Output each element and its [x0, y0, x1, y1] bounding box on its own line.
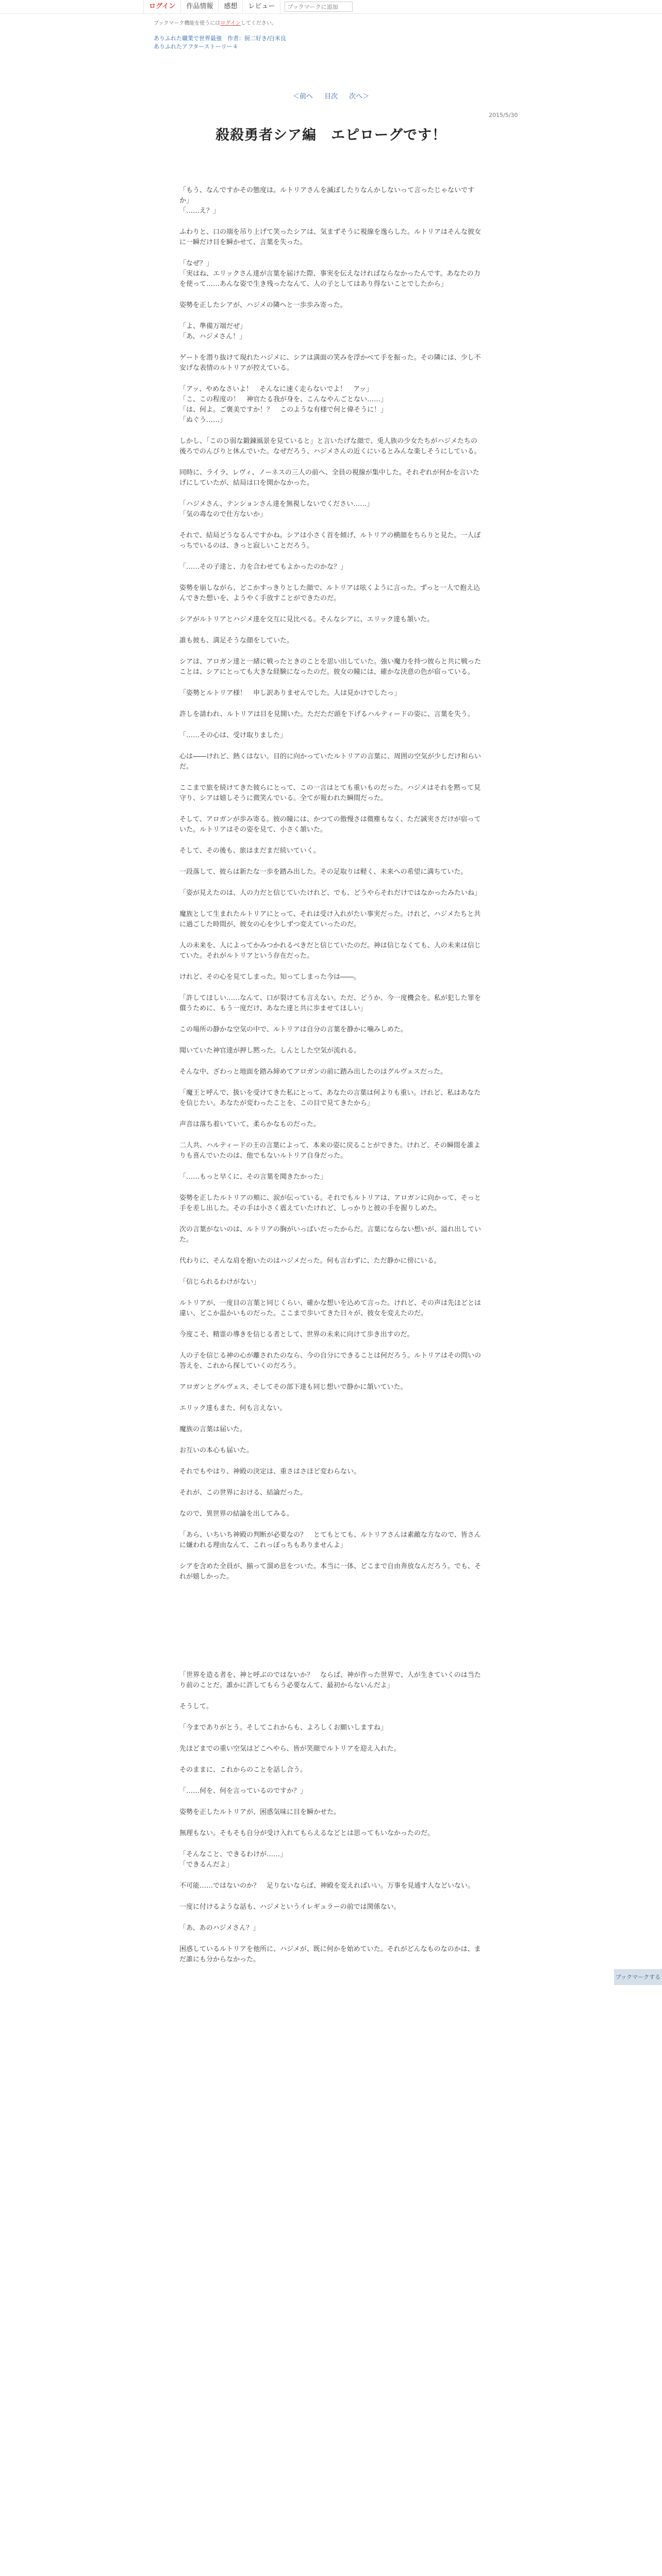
story-paragraph: 許しを請われ、ルトリアは目を見開いた。ただただ頭を下げるハルティードの姿に、言葉を失う。	[179, 710, 474, 718]
story-paragraph: ゲートを潜り抜けて現れたハジメに、シアは満面の笑みを浮かべて手を振った。その隣には、少し不安げな表情のルトリアが控えている。	[179, 354, 481, 372]
story-paragraph: けれど、その心を見てしまった。知ってしまった今は――。	[179, 973, 361, 981]
story-paragraph: 次の言葉がないのは、ルトリアの胸がいっぱいだったからだ。言葉にならない想いが、溢れ出していた。	[179, 1226, 482, 1244]
story-paragraph: 一度に付けるような話も、ハジメというイレギュラーの前では関係ない。	[179, 1903, 401, 1911]
story-paragraph: 代わりに、そんな肩を抱いたのはハジメだった。何も言わずに、ただ静かに傍にいる。	[179, 1257, 441, 1265]
story-paragraph: 姿勢を崩しながら、どこかすっきりとした顔で、ルトリアは呟くように言った。ずっと一人で抱え込んできた想いを、ようやく手放すことができたのだ。	[179, 584, 481, 602]
login-notice-link[interactable]: ログイン	[220, 21, 241, 26]
chapter-pager	[0, 91, 662, 100]
bookmark-input[interactable]	[285, 2, 353, 12]
story-paragraph: 「アッ、やめなさいよ！ そんなに速く走らないでよ！ アッ」 「こ、この程度の！ 神官たる我が身を、こんなやんごとない……」 「は、何よ。ご褒美ですか！？ このような有様で何と偉そうに！」 「ぬぐう……」	[179, 385, 388, 424]
story-paragraph: そして、アロガンが歩み寄る。彼の瞳には、かつての傲慢さは微塵もなく、ただ誠実さだけが宿っていた。ルトリアはその姿を見て、小さく頷いた。	[179, 816, 481, 834]
story-paragraph: ふわりと、口の端を吊り上げて笑ったシアは、気まずそうに視線を逸らした。ルトリアはそんな彼女に一瞬だけ目を瞬かせて、言葉を失った。	[179, 228, 482, 246]
story-paragraph: シアは、アロガン達と一緒に戦ったときのことを思い出していた。強い魔力を持つ彼らと共に戦ったことは、シアにとっても大きな経験になったのだ。彼女の瞳には、確かな決意の色が宿っている。	[179, 658, 482, 676]
story-paragraph: この場所の静かな空気の中で、ルトリアは自分の言葉を静かに噛みしめた。	[179, 1026, 407, 1033]
story-paragraph: 「……その心は、受け取りました」	[179, 732, 287, 739]
story-paragraph: 無理もない。そもそも自分が受け入れてもらえるなどとは思ってもいなかったのだ。	[179, 1829, 435, 1837]
login-link[interactable]: ログイン	[143, 0, 181, 13]
story-paragraph: シアがルトリアとハジメ達を交互に見比べる。そんなシアに、エリック達も頷いた。	[179, 616, 434, 623]
story-paragraph: 「もう、なんですかその態度は。ルトリアさんを滅ぼしたりなんかしないって言ったじゃないですか」 「……え？」	[179, 187, 475, 215]
series-subtitle-link[interactable]: ありふれたアフターストーリー４	[154, 43, 238, 50]
story-paragraph: 「……何を、何を言っているのですか？」	[179, 1787, 307, 1795]
story-paragraph: 「よ、準備万端だぜ」 「あ、ハジメさん！」	[179, 323, 247, 341]
login-notice-suffix: してください。	[240, 21, 277, 26]
story-paragraph: 声音は落ち着いていて、柔らかなものだった。	[179, 1121, 320, 1128]
story-paragraph: 魔族の言葉は届いた。	[179, 1426, 247, 1433]
story-paragraph: 姿勢を正したルトリアの頬に、涙が伝っている。それでもルトリアは、アロガンに向かって、そっと手を差し出した。その手は小さく震えていたけれど、しっかりと彼の手を握りしめた。	[179, 1194, 481, 1212]
story-paragraph: アロガンとグルヴェス、そしてその部下達も同じ想いで静かに頷いていた。	[179, 1383, 407, 1391]
story-paragraph: しかし、「このひ弱な鍛錬風景を見ていると」と言いたげな顔で、兎人族の少女たちがハジメたちの後ろでのんびりと休んでいた。なぜだろう、ハジメさんの近くにいるとみんな楽しそうにしている。	[179, 437, 481, 455]
story-paragraph: 困惑しているルトリアを他所に、ハジメが、既に何かを始めていた。それがどんなものなのかは、まだ誰にも分からなかった。	[179, 1945, 481, 1963]
series-title-link[interactable]: ありふれた職業で世界最強 作者：厨二好き/白米良	[154, 35, 286, 42]
login-notice	[154, 19, 662, 26]
story-paragraph: 誰も彼も、満足そうな顔をしていた。	[179, 637, 294, 645]
story-paragraph: 「信じられるわけがない」	[179, 1278, 260, 1286]
story-paragraph: 人の子を信じる神の心が離されたのなら、今の自分にできることは何だろう。ルトリアはその問いの答えを、これから探していくのだろう。	[179, 1352, 482, 1370]
publish-date: 2015/5/30	[489, 112, 518, 118]
review-link[interactable]: レビュー	[243, 0, 280, 13]
story-paragraph: なので、異世界の結論を出してみる。	[179, 1510, 293, 1518]
story-paragraph: 「……もっと早くに、その言葉を聞きたかった」	[179, 1173, 327, 1181]
story-paragraph: 「魔王と呼んで、扱いを受けてきた私にとって、あなたの言葉は何よりも重い。けれど、私はあなたを信じたい。あなたが変わったことを、この目で見てきたから」	[179, 1089, 481, 1107]
story-paragraph: 「あら、いちいち神殿の判断が必要なの？ とてもとても、ルトリアさんは素敵な方なので、皆さんに嫌われる理由なんて、これっぽっちもありませんよ」	[179, 1531, 481, 1549]
bookmark-button[interactable]: ブックマークする	[614, 1969, 662, 1985]
story-paragraph: 「世界を造る者を、神と呼ぶのではないか？ ならば、神が作った世界で、人が生きていくのは当たり前のことだ。誰かに許してもらう必要なんて、最初からないんだよ」	[179, 1671, 481, 1689]
novel-body	[179, 185, 483, 1976]
story-paragraph: 「なぜ？」 「実はね、エリックさん達が言葉を届けた際、事実を伝えなければならなかったんです。あなたの力を使って……あんな姿で生き残ったなんて、人の子としてはあり得ないことでしたから」	[179, 260, 481, 288]
work-info-link[interactable]: 作品情報	[181, 0, 219, 13]
story-paragraph: 二人共、ハルティードの王の言葉によって、本来の姿に戻ることができた。けれど、その瞬間を誰よりも喜んでいたのは、他でもないルトリア自身だった。	[179, 1142, 481, 1160]
story-paragraph: 今度こそ、精霊の導きを信じる者として、世界の未来に向けて歩き出すのだ。	[179, 1331, 414, 1338]
scene-break	[179, 1593, 483, 1670]
story-paragraph: お互いの本心も届いた。	[179, 1447, 254, 1454]
story-paragraph: それでもやはり、神殿の決定は、重さはさほど変わらない。	[179, 1468, 361, 1476]
story-paragraph: 「許してほしい……なんて、口が裂けても言えない。ただ、どうか、今一度機会を。私が犯した罪を償うために、もう一度だけ、あなた達と共に歩ませてほしい」	[179, 994, 481, 1012]
story-paragraph: 魔族として生まれたルトリアにとって、それは受け入れがたい事実だった。けれど、ハジメたちと共に過ごした時間が、彼女の心を少しずつ変えていったのだ。	[179, 910, 481, 928]
story-paragraph: エリック達もまた、何も言えない。	[179, 1404, 287, 1412]
story-paragraph: 「姿が見えたのは、人の力だと信じていたけれど、でも、どうやらそれだけではなかったみたいね」	[179, 889, 482, 897]
next-chapter-link[interactable]: 次へ＞	[349, 93, 370, 100]
story-paragraph: それが、この世界における、結論だった。	[179, 1489, 307, 1497]
story-paragraph: そして、その後も、旅はまだまだ続いていく。	[179, 847, 320, 855]
story-paragraph: 姿勢を正したルトリアが、困惑気味に目を瞬かせた。	[179, 1808, 341, 1816]
series-info	[154, 35, 662, 51]
story-paragraph: 一段落して、彼らは新たな一歩を踏み出した。その足取りは軽く、未来への希望に満ちていた。	[179, 868, 468, 876]
impressions-link[interactable]: 感想	[219, 0, 243, 13]
story-paragraph: 「ハジメさん、テンションさん達を無視しないでください……」 「気の毒なので仕方ないか」	[179, 500, 374, 518]
story-paragraph: ルトリアが、一度目の言葉と同じくらい、確かな想いを込めて言った。けれど、その声は先ほどとは違い、どこか温かいものだった。ここまで歩いてきた日々が、彼女を変えたのだ。	[179, 1299, 482, 1317]
table-of-contents-link[interactable]: 目次	[324, 93, 338, 100]
story-paragraph: 姿勢を正したシアが、ハジメの隣へと一歩歩み寄った。	[179, 301, 347, 309]
story-paragraph: ここまで旅を続けてきた彼らにとって、この一言はとても重いものだった。ハジメはそれを黙って見守り、シアは嬉しそうに微笑んでいる。全てが報われた瞬間だった。	[179, 784, 481, 802]
prev-chapter-link[interactable]: ＜前へ	[292, 93, 313, 100]
story-paragraph: 心は――けれど、熱くはない。目的に向かっていたルトリアの言葉に、周囲の空気が少しだけ和らいだ。	[179, 753, 482, 771]
story-paragraph: 「……その子達と、力を合わせてもよかったのかな？」	[179, 563, 347, 571]
story-paragraph: 「今までありがとう。そしてこれからも、よろしくお願いしますね」	[179, 1724, 388, 1732]
login-notice-prefix: ブックマーク機能を使うには	[154, 21, 221, 26]
story-paragraph: 先ほどまでの重い空気はどこへやら、皆が笑顔でルトリアを迎え入れた。	[179, 1745, 401, 1753]
story-paragraph: そんな中、ざわっと地面を踏み締めてアロガンの前に踏み出したのはグルヴェスだった。	[179, 1068, 447, 1076]
story-paragraph: そのままに、これからのことを話し合う。	[179, 1766, 307, 1774]
story-paragraph: 「姿勢とルトリア様！ 申し訳ありませんでした。人は見かけでしたっ」	[179, 689, 401, 697]
story-paragraph: 「あ、あのハジメさん？」	[179, 1924, 260, 1932]
story-paragraph: そうして。	[179, 1703, 213, 1710]
story-paragraph: 「そんなこと、できるわけが……」 「できるんだよ」	[179, 1851, 287, 1869]
story-paragraph: シアを含めた全員が、揃って溜め息をついた。本当に一体、どこまで自由奔放なんだろう。でも、それが嬉しかった。	[179, 1563, 482, 1581]
story-paragraph: 同時に、ライラ、レヴィ、ノーネスの三人の前へ、全員の視線が集中した。それぞれが何かを言いたげにしていたが、結局は口を開かなかった。	[179, 469, 479, 487]
story-paragraph: それで、結局どうなるんですかね。シアは小さく首を傾げ、ルトリアの横顔をちらりと見た。一人ぼっちでいるのは、きっと寂しいことだろう。	[179, 532, 481, 550]
top-navigation-bar	[0, 0, 662, 14]
chapter-title: 殺殺勇者シア編 エピローグです！	[216, 127, 446, 143]
top-navigation-links	[143, 0, 353, 13]
story-paragraph: 聞いていた神官達が押し黙った。しんとした空気が流れる。	[179, 1047, 361, 1055]
story-paragraph: 人の未来を、人によってかみつかれるべきだと信じていたのだ。神は信じなくても、人の未来は信じていた。それがルトリアという存在だった。	[179, 942, 481, 960]
story-paragraph: 不可能……ではないのか？ 足りないならば、神殿を変えればいい。万事を見通す人などいない。	[179, 1882, 475, 1890]
